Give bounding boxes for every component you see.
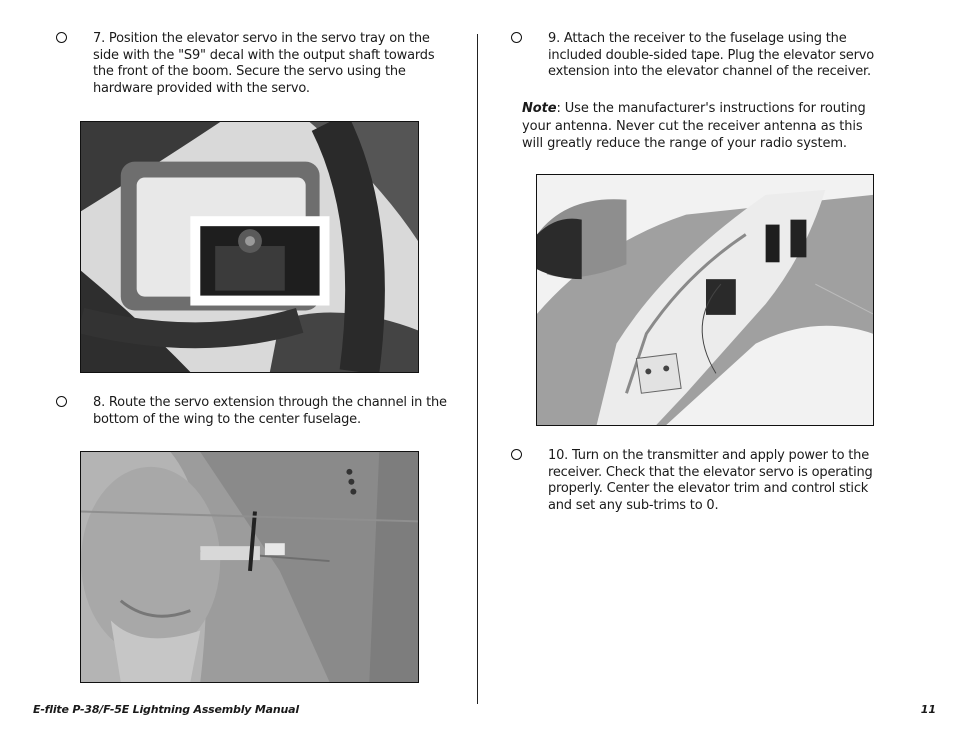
photo-receiver-fuselage <box>536 174 874 426</box>
footer-page-number: 11 <box>920 703 936 716</box>
footer-manual-title: E-flite P-38/F-5E Lightning Assembly Manual <box>33 703 299 716</box>
photo-wing-bottom <box>80 451 419 683</box>
step-7-text: 7. Position the elevator servo in the servo tray on the side with the "S9" decal with the output shaft towards the front of the boom. Secure the servo using the hardware provided with the servo. <box>93 31 435 96</box>
step-8-text: 8. Route the servo extension through the channel in the bottom of the wing to the center fuselage. <box>93 395 447 427</box>
antenna-note <box>522 100 887 153</box>
checkbox-circle-icon[interactable] <box>56 32 67 43</box>
servo-tray-illustration <box>81 122 418 372</box>
receiver-fuselage-illustration <box>537 175 873 425</box>
step-9-text: 9. Attach the receiver to the fuselage using the included double-sided tape. Plug the elevator servo extension into the elevator channel of the receiver. <box>548 31 874 79</box>
wing-bottom-illustration <box>81 452 418 682</box>
step-7 <box>93 31 448 97</box>
step-9 <box>548 31 898 81</box>
step-10 <box>548 448 893 514</box>
step-10-text: 10. Turn on the transmitter and apply power to the receiver. Check that the elevator servo is operating properly. Center the elevator trim and control stick and set any sub-trims to 0. <box>548 448 873 513</box>
note-label: Note <box>522 101 557 116</box>
note-text: : Use the manufacturer's instructions for routing your antenna. Never cut the receiver antenna as this will greatly reduce the range of your radio system. <box>522 101 866 151</box>
checkbox-circle-icon[interactable] <box>511 449 522 460</box>
photo-servo-tray <box>80 121 419 373</box>
checkbox-circle-icon[interactable] <box>56 396 67 407</box>
step-8 <box>93 395 448 428</box>
checkbox-circle-icon[interactable] <box>511 32 522 43</box>
column-divider <box>477 34 478 704</box>
